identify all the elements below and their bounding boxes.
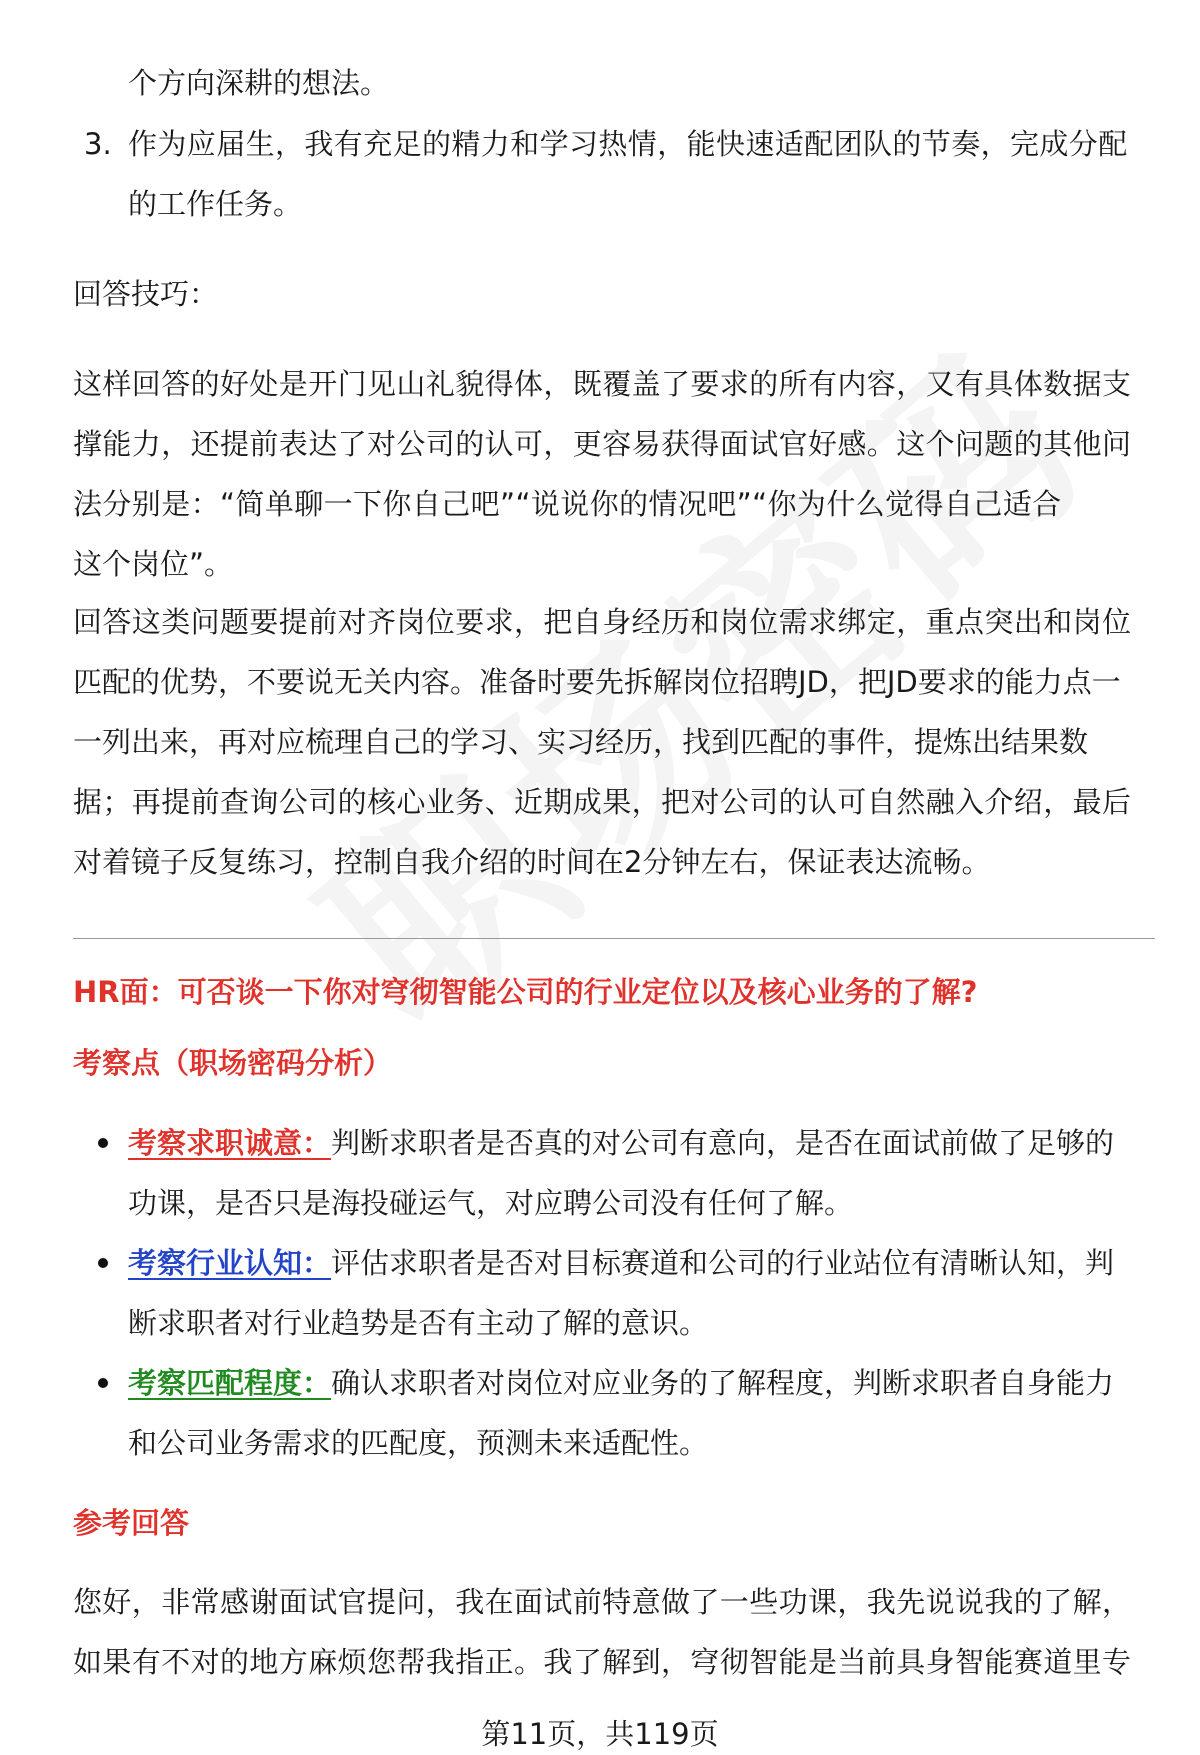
assessment-point xyxy=(128,1363,1114,1403)
tips-heading: 回答技巧： xyxy=(73,277,219,311)
assessment-keyword: 考察求职诚意： xyxy=(128,1126,332,1160)
bullet-dot xyxy=(98,1138,108,1148)
reference-line: 如果有不对的地方麻烦您帮我指正。我了解到，穹彻智能是当前具身智能赛道里专 xyxy=(73,1645,1132,1679)
paragraph-line: 一列出来，再对应梳理自己的学习、实习经历，找到匹配的事件，提炼出结果数 xyxy=(73,725,1089,759)
assessment-text: 和公司业务需求的匹配度，预测未来适配性。 xyxy=(128,1426,709,1460)
assessment-text: 功课，是否只是海投碰运气，对应聘公司没有任何了解。 xyxy=(128,1186,854,1220)
paragraph-line: 据；再提前查询公司的核心业务、近期成果，把对公司的认可自然融入介绍，最后 xyxy=(73,785,1132,819)
assessment-point xyxy=(128,1123,1114,1163)
paragraph-line: 这样回答的好处是开门见山礼貌得体，既覆盖了要求的所有内容，又有具体数据支 xyxy=(73,367,1132,401)
section-divider xyxy=(73,938,1155,939)
assessment-heading: 考察点（职场密码分析） xyxy=(73,1046,393,1080)
bullet-dot xyxy=(98,1258,108,1268)
intro-line: 个方向深耕的想法。 xyxy=(128,66,390,100)
list-item-line: 作为应届生，我有充足的精力和学习热情，能快速适配团队的节奏，完成分配 xyxy=(128,127,1128,161)
bullet-dot xyxy=(98,1378,108,1388)
assessment-keyword: 考察匹配程度： xyxy=(128,1366,332,1400)
paragraph-line: 对着镜子反复练习，控制自我介绍的时间在2分钟左右，保证表达流畅。 xyxy=(73,845,991,879)
list-item-line: 的工作任务。 xyxy=(128,187,303,221)
page-footer: 第11页，共119页 xyxy=(481,1717,719,1751)
paragraph-line: 这个岗位”。 xyxy=(73,547,234,581)
list-number: 3. xyxy=(84,127,112,161)
assessment-text: 评估求职者是否对目标赛道和公司的行业站位有清晰认知，判 xyxy=(331,1246,1115,1280)
assessment-text: 断求职者对行业趋势是否有主动了解的意识。 xyxy=(128,1306,709,1340)
assessment-text: 确认求职者对岗位对应业务的了解程度，判断求职者自身能力 xyxy=(331,1366,1115,1400)
paragraph-line: 法分别是：“简单聊一下你自己吧”“说说你的情况吧”“你为什么觉得自己适合 xyxy=(73,487,1062,521)
reference-heading: 参考回答 xyxy=(73,1506,190,1540)
assessment-keyword: 考察行业认知： xyxy=(128,1246,332,1280)
assessment-point xyxy=(128,1243,1114,1283)
paragraph-line: 匹配的优势，不要说无关内容。准备时要先拆解岗位招聘JD，把JD要求的能力点一 xyxy=(73,665,1121,699)
reference-line: 您好，非常感谢面试官提问，我在面试前特意做了一些功课，我先说说我的了解， xyxy=(73,1585,1132,1619)
paragraph-line: 回答这类问题要提前对齐岗位要求，把自身经历和岗位需求绑定，重点突出和岗位 xyxy=(73,605,1132,639)
question-title: HR面：可否谈一下你对穹彻智能公司的行业定位以及核心业务的了解? xyxy=(73,975,978,1009)
assessment-text: 判断求职者是否真的对公司有意向，是否在面试前做了足够的 xyxy=(331,1126,1115,1160)
paragraph-line: 撑能力，还提前表达了对公司的认可，更容易获得面试官好感。这个问题的其他问 xyxy=(73,427,1132,461)
